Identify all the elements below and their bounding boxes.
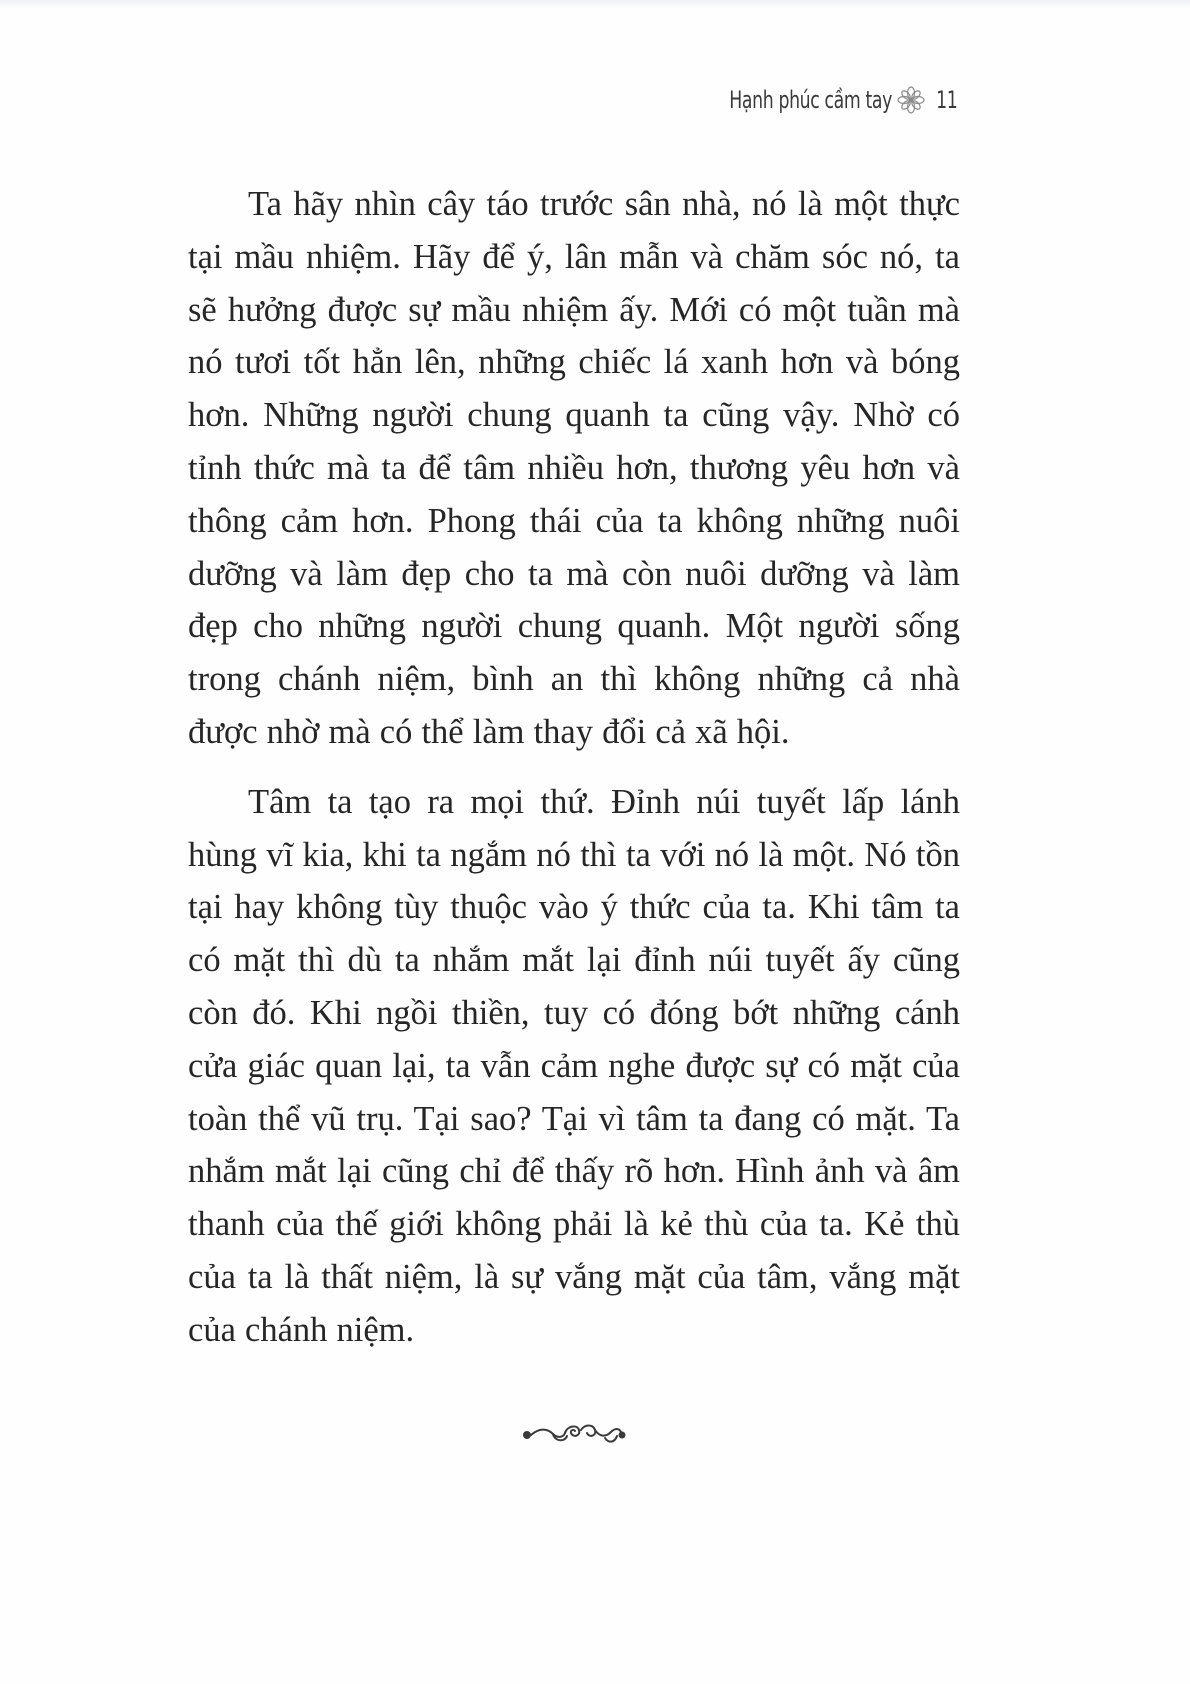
running-title: Hạnh phúc cầm tay: [729, 86, 893, 114]
running-header: [666, 86, 962, 114]
paragraph-2: Tâm ta tạo ra mọi thứ. Đỉnh núi tuyết lấp lánh hùng vĩ kia, khi ta ngắm nó thì ta với nó là một. Nó tồn tại hay không tùy thuộc vào ý thức của ta. Khi tâm ta có mặt thì dù ta nhắm mắt lại đỉnh núi tuyết ấy cũng còn đó. Khi ngồi thiền, tuy có đóng bớt những cánh cửa giác quan lại, ta vẫn cảm nghe được sự có mặt của toàn thể vũ trụ. Tại sao? Tại vì tâm ta đang có mặt. Ta nhắm mắt lại cũng chỉ để thấy rõ hơn. Hình ảnh và âm thanh của thế giới không phải là kẻ thù của ta. Kẻ thù của ta là thất niệm, là sự vắng mặt của tâm, vắng mặt của chánh niệm.: [188, 782, 960, 1349]
body-text: [188, 178, 960, 1374]
flower-icon: [896, 86, 926, 114]
scroll-ornament-icon: [521, 1418, 627, 1448]
page-top-edge: [0, 0, 1190, 8]
paragraph-1: Ta hãy nhìn cây táo trước sân nhà, nó là một thực tại mầu nhiệm. Hãy để ý, lân mẫn và chăm sóc nó, ta sẽ hưởng được sự mầu nhiệm ấy. Mới có một tuần mà nó tươi tốt hẳn lên, những chiếc lá xanh hơn và bóng hơn. Những người chung quanh ta cũng vậy. Nhờ có tỉnh thức mà ta để tâm nhiều hơn, thương yêu hơn và thông cảm hơn. Phong thái của ta không những nuôi dưỡng và làm đẹp cho ta mà còn nuôi dưỡng và làm đẹp cho những người chung quanh. Một người sống trong chánh niệm, bình an thì không những cả nhà được nhờ mà có thể làm thay đổi cả xã hội.: [188, 185, 960, 751]
page-number: 11: [936, 86, 958, 114]
